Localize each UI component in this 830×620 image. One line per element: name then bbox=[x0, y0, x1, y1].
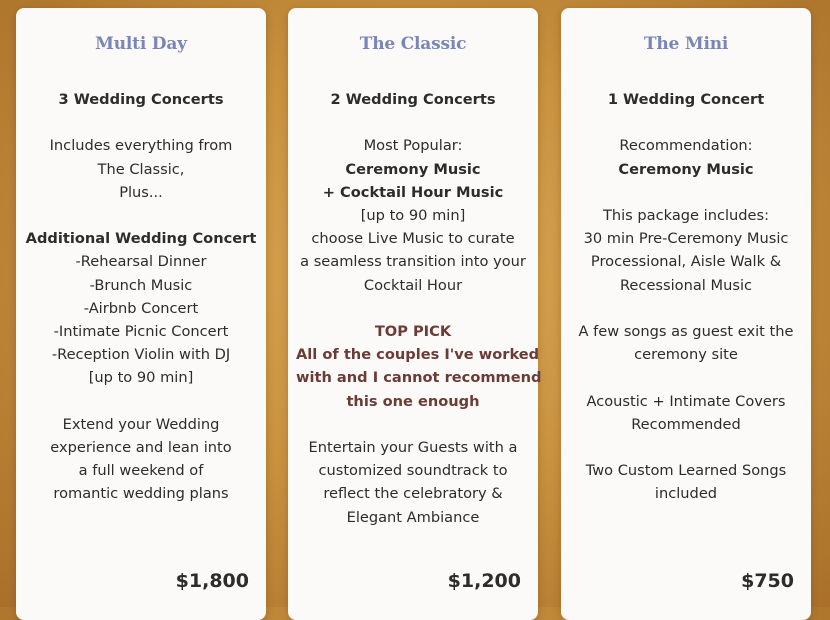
description-line: romantic wedding plans bbox=[53, 485, 229, 503]
description-line: 1 Wedding Concert bbox=[607, 91, 765, 108]
description-line: Processional, Aisle Walk & bbox=[590, 253, 782, 271]
pricing-card-multi-day bbox=[16, 8, 266, 620]
description-line: TOP PICK bbox=[374, 323, 452, 340]
description-line: Extend your Wedding bbox=[62, 415, 220, 433]
description-line: This package includes: bbox=[602, 206, 770, 224]
description-line: Ceremony Music bbox=[618, 160, 754, 178]
card-description bbox=[569, 88, 803, 506]
description-line: Recessional Music bbox=[619, 276, 753, 294]
description-line bbox=[296, 413, 530, 436]
card-title: The Mini bbox=[643, 34, 729, 54]
card-title: Multi Day bbox=[95, 34, 187, 54]
description-line: Cocktail Hour bbox=[363, 276, 463, 294]
description-line: choose Live Music to curate bbox=[311, 230, 515, 248]
card-description bbox=[24, 88, 258, 506]
description-line bbox=[24, 390, 258, 413]
description-line: -Rehearsal Dinner bbox=[75, 253, 207, 271]
description-line: The Classic, bbox=[97, 160, 185, 178]
description-line: All of the couples I've worked bbox=[296, 346, 540, 364]
description-line bbox=[569, 297, 803, 320]
description-line: Most Popular: bbox=[363, 137, 463, 155]
description-line: customized soundtrack to bbox=[318, 462, 508, 480]
description-line bbox=[569, 111, 803, 134]
description-line bbox=[296, 297, 530, 320]
description-line: included bbox=[654, 485, 718, 503]
description-line: -Airbnb Concert bbox=[83, 299, 199, 317]
description-line bbox=[569, 436, 803, 459]
description-line: with and I cannot recommend bbox=[296, 369, 542, 387]
description-line: [up to 90 min] bbox=[88, 369, 194, 387]
description-line: 3 Wedding Concerts bbox=[58, 91, 224, 108]
description-line: ceremony site bbox=[634, 346, 738, 364]
card-description bbox=[296, 88, 542, 529]
card-price: $1,800 bbox=[175, 570, 249, 592]
card-price: $1,200 bbox=[447, 570, 521, 592]
description-line: + Cocktail Hour Music bbox=[322, 183, 504, 201]
pricing-card-the-mini bbox=[561, 8, 811, 620]
description-line: this one enough bbox=[346, 392, 480, 410]
description-line: Ceremony Music bbox=[345, 160, 481, 178]
description-line: Additional Wedding Concert bbox=[25, 230, 257, 248]
description-line: -Intimate Picnic Concert bbox=[53, 323, 229, 340]
description-line: -Reception Violin with DJ bbox=[51, 346, 231, 364]
description-line: [up to 90 min] bbox=[360, 207, 466, 224]
description-line: Plus... bbox=[119, 183, 163, 201]
description-line bbox=[569, 181, 803, 204]
description-line: Elegant Ambiance bbox=[346, 508, 480, 526]
description-line bbox=[24, 204, 258, 227]
description-line: A few songs as guest exit the bbox=[578, 322, 794, 340]
description-line bbox=[296, 111, 530, 134]
description-line: Recommendation: bbox=[619, 137, 753, 155]
description-line: reflect the celebratory & bbox=[323, 485, 503, 503]
description-line: Entertain your Guests with a bbox=[308, 439, 518, 456]
card-price: $750 bbox=[741, 570, 794, 592]
card-title: The Classic bbox=[359, 34, 467, 54]
description-line: Includes everything from bbox=[49, 137, 233, 155]
description-line: experience and lean into bbox=[50, 439, 232, 456]
description-line: a full weekend of bbox=[78, 462, 204, 480]
description-line: Recommended bbox=[631, 415, 741, 433]
description-line: 2 Wedding Concerts bbox=[330, 91, 496, 108]
description-line: Acoustic + Intimate Covers bbox=[586, 392, 786, 410]
description-line bbox=[24, 111, 258, 134]
pricing-card-the-classic bbox=[288, 8, 542, 620]
description-line: -Brunch Music bbox=[89, 276, 193, 294]
description-line bbox=[569, 366, 803, 389]
description-line: Two Custom Learned Songs bbox=[585, 462, 787, 480]
description-line: 30 min Pre-Ceremony Music bbox=[583, 230, 789, 248]
description-line: a seamless transition into your bbox=[300, 253, 526, 271]
